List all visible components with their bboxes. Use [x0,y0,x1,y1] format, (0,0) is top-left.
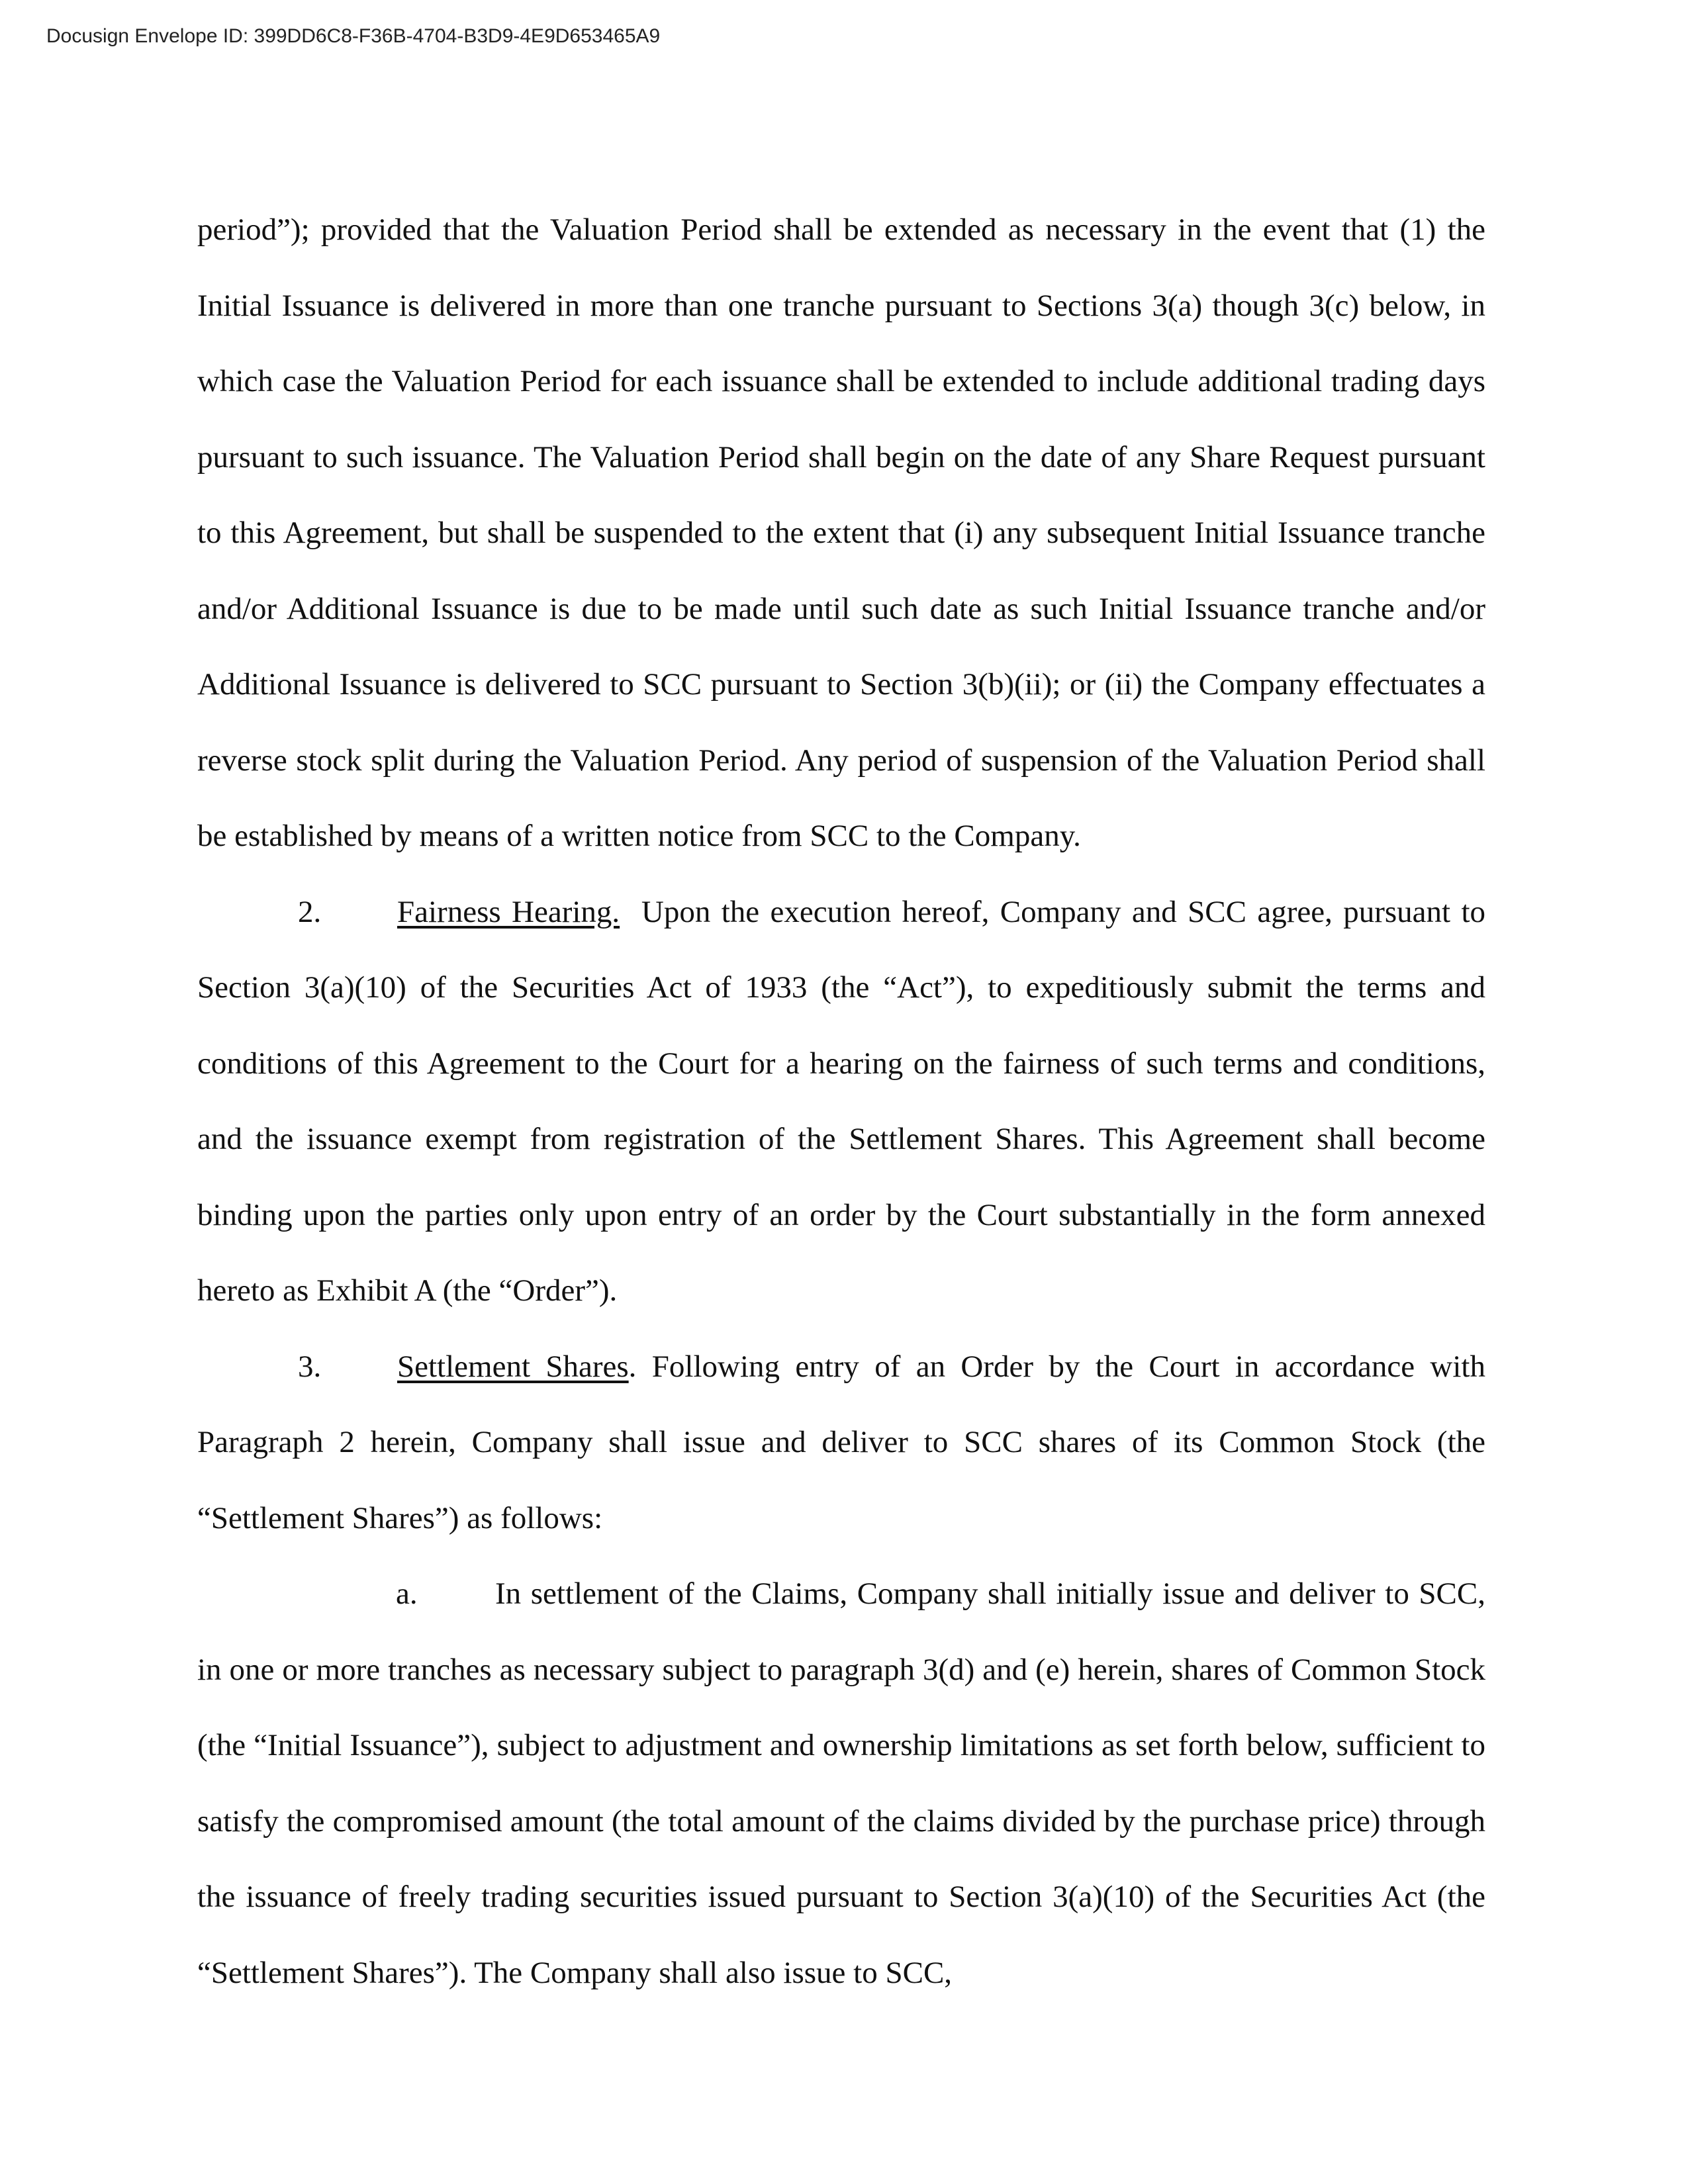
subsection-a-text: In settlement of the Claims, Company shall initially issue and deliver to SCC, in one or more tranches as necessary subject to paragraph 3(d) and (e) herein, shares of Common Stock (the “Initial Issuance”), subject to adjustment and ownership limitations as set forth below, sufficient to satisfy the compromised amount (the total amount of the claims divided by the purchase price) through the issuance of freely trading securities issued pursuant to Section 3(a)(10) of the Securities Act (the “Settlement Shares”). The Company shall also issue to SCC, [197,1576,1485,1990]
continuation-paragraph: period”); provided that the Valuation Period shall be extended as necessary in the event that (1) the Initial Issuance is delivered in more than one tranche pursuant to Sections 3(a) though 3(c) below, in which case the Valuation Period for each issuance shall be extended to include additional trading days pursuant to such issuance. The Valuation Period shall begin on the date of any Share Request pursuant to this Agreement, but shall be suspended to the extent that (i) any subsequent Initial Issuance tranche and/or Additional Issuance is due to be made until such date as such Initial Issuance tranche and/or Additional Issuance is delivered to SCC pursuant to Section 3(b)(ii); or (ii) the Company effectuates a reverse stock split during the Valuation Period. Any period of suspension of the Valuation Period shall be established by means of a written notice from SCC to the Company. [197,212,1485,853]
section-2-text: Upon the execution hereof, Company and SCC agree, pursuant to Section 3(a)(10) of the Securities Act of 1933 (the “Act”), to expeditiously submit the terms and conditions of this Agreement to the Court for a hearing on the fairness of such terms and conditions, and the issuance exempt from registration of the Settlement Shares. This Agreement shall become binding upon the parties only upon entry of an order by the Court substantially in the form annexed hereto as Exhibit A (the “Order”). [197,894,1486,1308]
section-3-number: 3. [298,1349,322,1384]
document-body [197,192,1485,2011]
section-2-heading: Fairness Hearing. [397,894,620,929]
section-3-paragraph [197,1329,1485,1557]
section-2-number: 2. [298,894,322,929]
subsection-a-letter: a. [396,1576,418,1611]
section-3-heading: Settlement Shares [397,1349,629,1384]
section-2-paragraph [197,874,1485,1329]
docusign-envelope-id: Docusign Envelope ID: 399DD6C8-F36B-4704-B3D9-4E9D653465A9 [46,25,661,47]
section-3-text: . Following entry of an Order by the Court in accordance with Paragraph 2 herein, Company shall issue and deliver to SCC shares of its Common Stock (the “Settlement Shares”) as follows: [197,1349,1485,1535]
subsection-a-paragraph [197,1556,1485,2011]
